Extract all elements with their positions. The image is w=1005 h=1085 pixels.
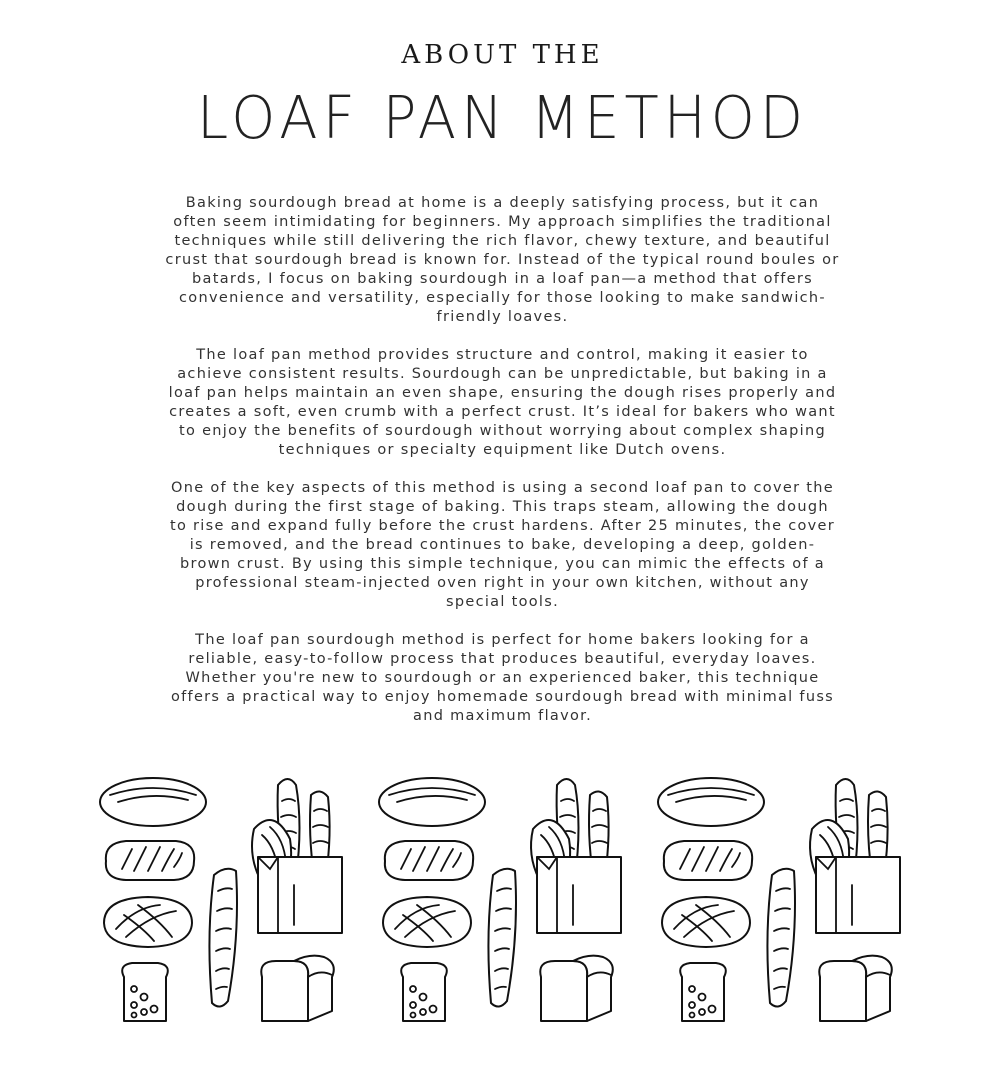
page-subtitle: ABOUT THE xyxy=(401,40,604,70)
body-text xyxy=(165,194,840,745)
page-title: LOAF PAN METHOD xyxy=(196,84,809,153)
paragraph: One of the key aspects of this method is using a second loaf pan to cover the dough during the first stage of baking. This traps steam, allowing the dough to rise and expand fully before the crust hardens. After 25 minutes, the cover is removed, and the bread continues to bake, developing a deep, golden-brown crust. By using this simple technique, you can mimic the effects of a professional steam-injected oven right in your own kitchen, without any special tools. xyxy=(169,480,836,610)
paragraph: The loaf pan sourdough method is perfect for home bakers looking for a reliable, easy-to-follow process that produces beautiful, everyday loaves. Whether you're new to sourdough or an experienced baker, this technique offers a practical way to enjoy homemade sourdough bread with minimal fuss and maximum flavor. xyxy=(170,632,835,724)
paragraph: The loaf pan method provides structure and control, making it easier to achieve consistent results. Sourdough can be unpredictable, but baking in a loaf pan helps maintain an even shape, ensuring the dough rises properly and creates a soft, even crumb with a perfect crust. It’s ideal for bakers who want to enjoy the benefits of sourdough without worrying about complex shaping techniques or specialty equipment like Dutch ovens. xyxy=(168,347,837,458)
bread-illustration-strip xyxy=(0,765,1005,1035)
paragraph: Baking sourdough bread at home is a deeply satisfying process, but it can often seem intimidating for beginners. My approach simplifies the traditional techniques while still delivering the rich flavor, chewy texture, and beautiful crust that sourdough bread is known for. Instead of the typical round boules or batards, I focus on baking sourdough in a loaf pan—a method that offers convenience and versatility, especially for those looking to make sandwich-friendly loaves. xyxy=(165,195,840,325)
bread-illustrations xyxy=(0,765,1005,1035)
